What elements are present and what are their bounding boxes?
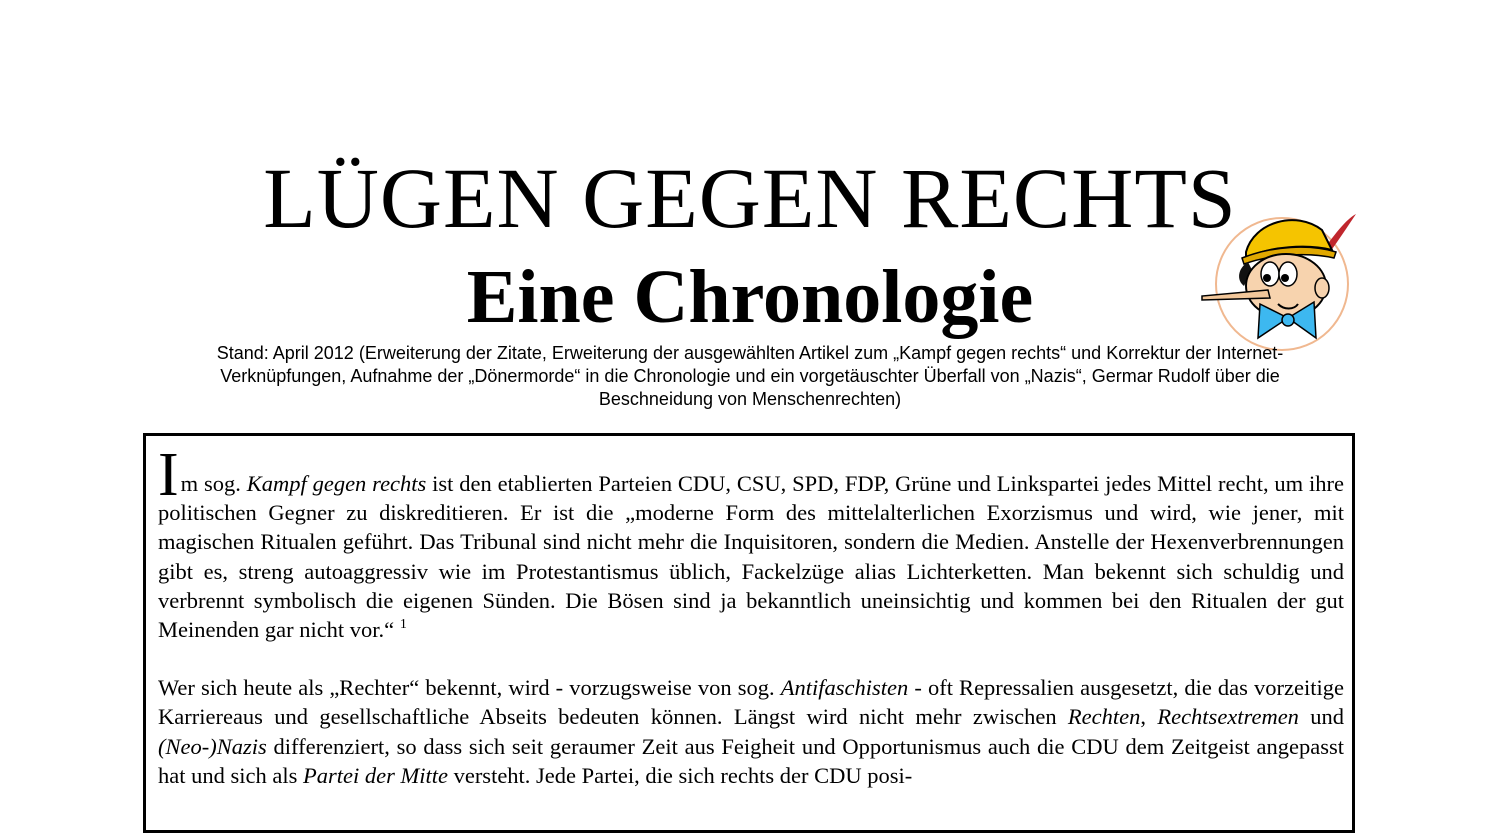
document-title: LÜGEN GEGEN RECHTS xyxy=(263,150,1237,246)
italic-term: (Neo-)Nazis xyxy=(158,733,267,759)
text-run: versteht. Jede Partei, die sich rechts der CDU posi- xyxy=(447,762,913,788)
text-run: differenziert, so dass sich seit geraumer Zeit aus Feigheit und Opportunismus auch die CDU dem Zeitgeist angepasst hat und sich als xyxy=(158,733,1344,788)
italic-term: Kampf gegen rechts xyxy=(246,471,427,496)
document-subtitle: Eine Chronologie xyxy=(466,255,1034,339)
italic-term: Antifaschisten xyxy=(780,675,909,701)
text-run: - oft Repressalien ausgesetzt, die das vorzeitige Karriereaus und gesellschaftliche Abseits bedeuten können. Längst wird nicht mehr zwischen xyxy=(158,675,1344,730)
italic-term: Rechten xyxy=(1067,704,1141,730)
text-run: und xyxy=(1298,704,1345,730)
paragraph-1 xyxy=(158,441,1345,644)
text-run: m sog. xyxy=(180,471,247,496)
paragraph-2 xyxy=(158,673,1344,790)
text-run: ist den etablierten Parteien CDU, CSU, SPD, FDP, Grüne und Linkspartei jedes Mittel recht, um ihre politischen Gegner zu diskreditieren. Er ist die „moderne Form des mittelalterlichen Exorzismus und wird, wie jener, mit magischen Ritualen geführt. Das Tribunal sind nicht mehr die Inquisitoren, sondern die Medien. Anstelle der Hexenverbrennungen gibt es, streng autoaggressiv wie im Protestantismus üblich, Fackelzüge alias Lichterketten. Man bekennt sich schuldig und verbrennt symbolisch die eigenen Sünden. Die Bösen sind ja bekanntlich uneinsichtig und kommen bei den Ritualen der gut Meinenden gar nicht vor.“ xyxy=(158,471,1345,643)
revision-note-line: Stand: April 2012 (Erweiterung der Zitate, Erweiterung der ausgewählten Artikel zum „Kampf gegen rechts“ und Korrektur der Internet- xyxy=(216,343,1284,363)
body-text xyxy=(158,441,1345,819)
revision-note xyxy=(130,342,1370,411)
italic-term: Rechtsextremen xyxy=(1157,704,1299,730)
text-run: , xyxy=(1140,704,1158,730)
drop-cap: I xyxy=(158,441,179,509)
footnote-marker[interactable]: 1 xyxy=(399,617,407,633)
pinocchio-icon xyxy=(1198,200,1358,352)
text-run: Wer sich heute als „Rechter“ bekennt, wird - vorzugsweise von sog. xyxy=(158,675,781,701)
revision-note-line: Verknüpfungen, Aufnahme der „Dönermorde“ in die Chronologie und ein vorgetäuschter Überfall von „Nazis“, Germar Rudolf über die xyxy=(220,366,1280,386)
revision-note-line: Beschneidung von Menschenrechten) xyxy=(598,389,902,409)
italic-term: Partei der Mitte xyxy=(302,762,448,788)
